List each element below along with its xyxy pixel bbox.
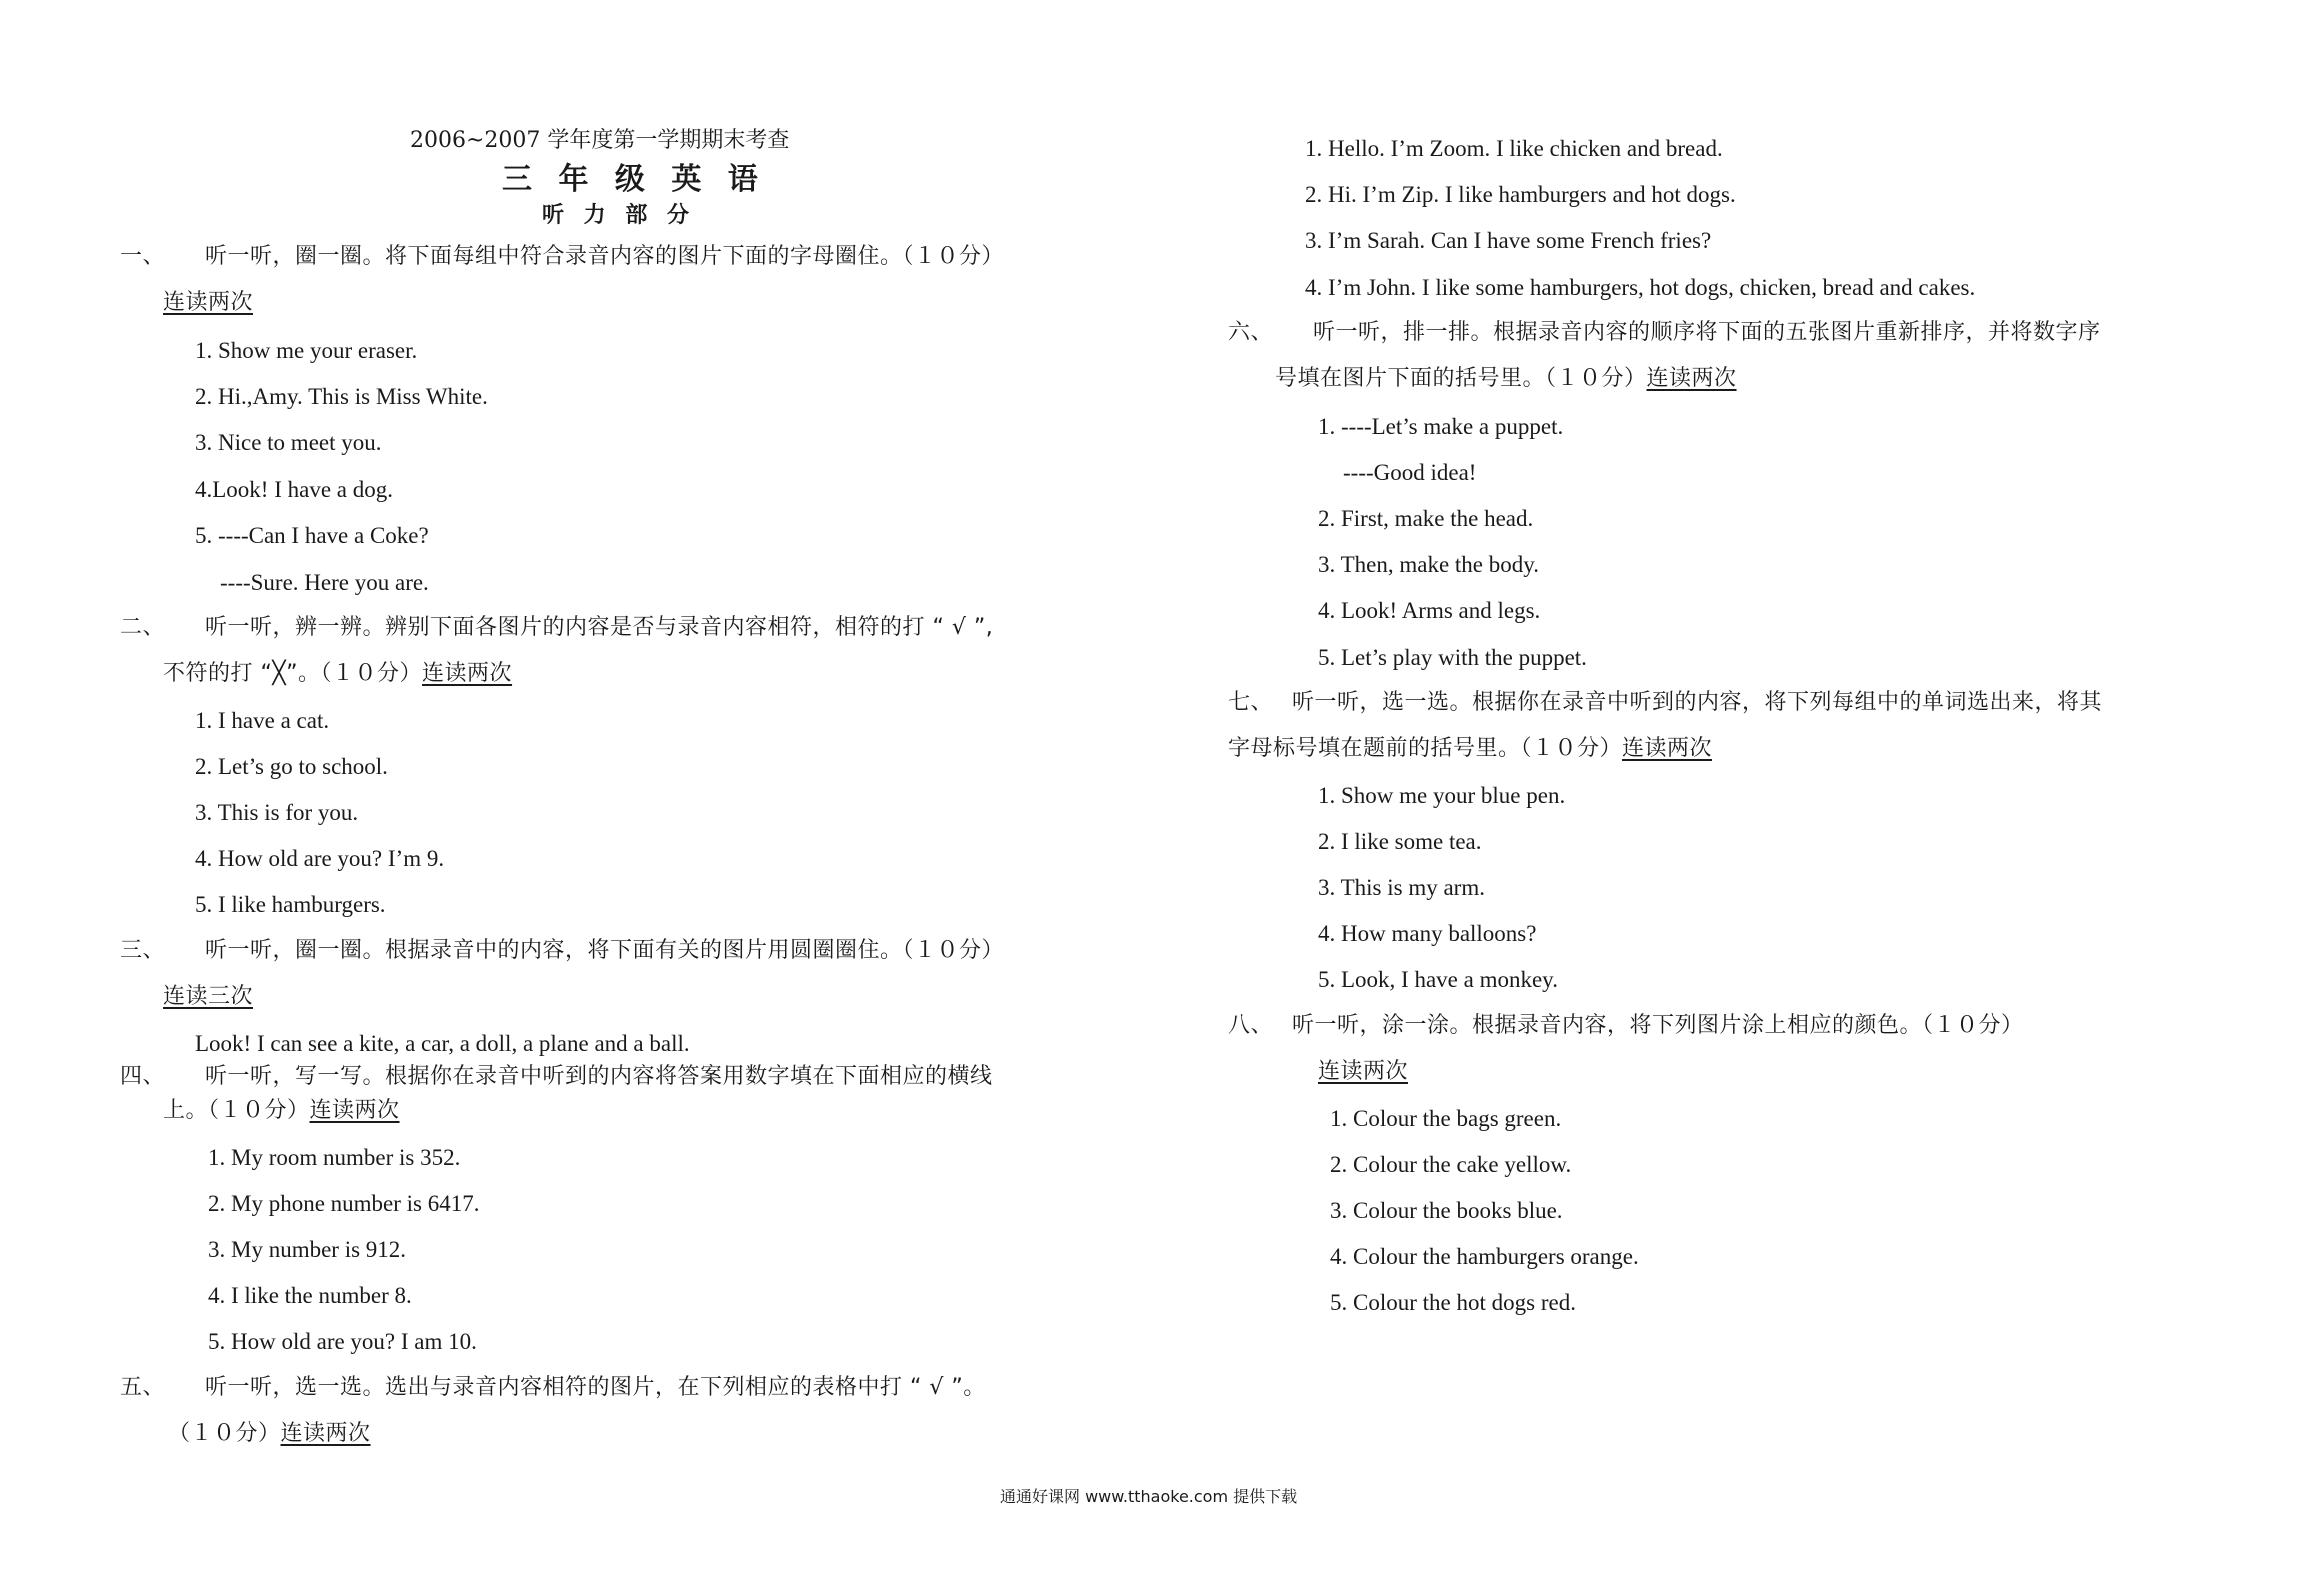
section-8-heading <box>1228 1015 2024 1037</box>
list-item: 4. I like the number 8. <box>208 1283 412 1308</box>
section-instruction: 听一听，排一排。根据录音内容的顺序将下面的五张图片重新排序，并将数字序 <box>1313 320 2101 345</box>
section-1-note: 连读两次 <box>163 290 254 315</box>
section-6-heading <box>1228 322 2101 344</box>
section-2-heading <box>120 617 993 639</box>
list-item: 5. Look, I have a monkey. <box>1318 967 1558 992</box>
section-instruction: 听一听，圈一圈。将下面每组中符合录音内容的图片下面的字母圈住。（１０分） <box>205 244 1005 269</box>
section-8-note: 连读两次 <box>1318 1059 1409 1084</box>
list-item: 1. ----Let’s make a puppet. <box>1318 414 1564 439</box>
list-item: 3. This is for you. <box>195 800 359 825</box>
exam-subject-title: 三 年 级 英 语 <box>502 162 766 197</box>
section-number: 一、 <box>120 244 166 269</box>
section-note: 连读两次 <box>1622 736 1713 761</box>
exam-year-title: 2006~2007 学年度第一学期期末考查 <box>410 128 790 153</box>
list-item: ----Good idea! <box>1343 460 1477 485</box>
section-instruction: 听一听，辨一辨。辨别下面各图片的内容是否与录音内容相符，相符的打 “ √ ”, <box>205 615 994 640</box>
section-7-heading-cont <box>1228 738 1712 760</box>
list-item: 4. Look! Arms and legs. <box>1318 598 1541 623</box>
list-item: 1. My room number is 352. <box>208 1145 461 1170</box>
list-item: 5. I like hamburgers. <box>195 892 386 917</box>
list-item: 3. This is my arm. <box>1318 875 1485 900</box>
list-item: 2. Hi.,Amy. This is Miss White. <box>195 384 488 409</box>
section-7-heading <box>1228 692 2102 714</box>
section-instruction-cont: （１０分） <box>168 1421 281 1446</box>
section-note: 连读两次 <box>309 1098 400 1123</box>
section-instruction: 听一听，圈一圈。根据录音中的内容，将下面有关的图片用圆圈圈住。（１０分） <box>205 938 1005 963</box>
section-number: 六、 <box>1228 320 1274 345</box>
list-item: 1. Colour the bags green. <box>1330 1106 1562 1131</box>
list-item: 3. My number is 912. <box>208 1237 407 1262</box>
section-number: 二、 <box>120 615 166 640</box>
list-item: 5. How old are you? I am 10. <box>208 1329 477 1354</box>
list-item: 3. I’m Sarah. Can I have some French fries? <box>1305 228 1712 253</box>
section-number: 五、 <box>120 1375 166 1400</box>
section-number: 八、 <box>1228 1013 1274 1038</box>
list-item: 5. Let’s play with the puppet. <box>1318 645 1587 670</box>
list-item: 2. I like some tea. <box>1318 829 1482 854</box>
section-3-heading <box>120 940 1004 962</box>
section-4-heading-cont <box>163 1100 400 1122</box>
section-note: 连读两次 <box>280 1421 371 1446</box>
list-item: 1. I have a cat. <box>195 708 330 733</box>
list-item: Look! I can see a kite, a car, a doll, a plane and a ball. <box>195 1031 690 1056</box>
list-item: ----Sure. Here you are. <box>220 570 429 595</box>
section-5-heading-cont <box>168 1423 371 1445</box>
section-note: 连读两次 <box>422 661 513 686</box>
list-item: 1. Show me your eraser. <box>195 338 418 363</box>
section-2-heading-cont <box>163 663 512 685</box>
list-item: 3. Colour the books blue. <box>1330 1198 1563 1223</box>
section-number: 七、 <box>1228 690 1274 715</box>
section-instruction: 听一听，写一写。根据你在录音中听到的内容将答案用数字填在下面相应的横线 <box>205 1064 993 1089</box>
list-item: 4. I’m John. I like some hamburgers, hot dogs, chicken, bread and cakes. <box>1305 275 1976 300</box>
list-item: 5. ----Can I have a Coke? <box>195 523 429 548</box>
section-instruction-cont: 不符的打 “╳”。（１０分） <box>163 661 423 686</box>
section-number: 四、 <box>120 1064 166 1089</box>
section-5-heading <box>120 1377 986 1399</box>
list-item: 2. First, make the head. <box>1318 506 1534 531</box>
exam-part-title: 听 力 部 分 <box>542 203 695 228</box>
list-item: 4.Look! I have a dog. <box>195 477 393 502</box>
footer-credit: 通通好课网 www.tthaoke.com 提供下载 <box>1000 1487 1298 1506</box>
section-number: 三、 <box>120 938 166 963</box>
list-item: 4. How old are you? I’m 9. <box>195 846 445 871</box>
list-item: 3. Nice to meet you. <box>195 430 382 455</box>
section-4-heading <box>120 1066 993 1088</box>
list-item: 2. Let’s go to school. <box>195 754 388 779</box>
section-instruction: 听一听，选一选。选出与录音内容相符的图片，在下列相应的表格中打 “ √ ”。 <box>205 1375 986 1400</box>
list-item: 4. Colour the hamburgers orange. <box>1330 1244 1639 1269</box>
section-3-note: 连读三次 <box>163 984 254 1009</box>
section-instruction-cont: 号填在图片下面的括号里。（１０分） <box>1275 366 1647 391</box>
list-item: 1. Hello. I’m Zoom. I like chicken and bread. <box>1305 136 1723 161</box>
list-item: 3. Then, make the body. <box>1318 552 1540 577</box>
section-1-heading <box>120 246 1004 268</box>
section-instruction-cont: 上。（１０分） <box>163 1098 310 1123</box>
list-item: 5. Colour the hot dogs red. <box>1330 1290 1576 1315</box>
section-6-heading-cont <box>1275 368 1737 390</box>
section-note: 连读两次 <box>1646 366 1737 391</box>
list-item: 2. Colour the cake yellow. <box>1330 1152 1572 1177</box>
list-item: 2. Hi. I’m Zip. I like hamburgers and hot dogs. <box>1305 182 1736 207</box>
section-instruction-cont: 字母标号填在题前的括号里。（１０分） <box>1228 736 1623 761</box>
section-instruction: 听一听，选一选。根据你在录音中听到的内容，将下列每组中的单词选出来，将其 <box>1292 690 2103 715</box>
list-item: 2. My phone number is 6417. <box>208 1191 480 1216</box>
list-item: 1. Show me your blue pen. <box>1318 783 1566 808</box>
section-instruction: 听一听，涂一涂。根据录音内容，将下列图片涂上相应的颜色。（１０分） <box>1292 1013 2024 1038</box>
list-item: 4. How many balloons? <box>1318 921 1537 946</box>
